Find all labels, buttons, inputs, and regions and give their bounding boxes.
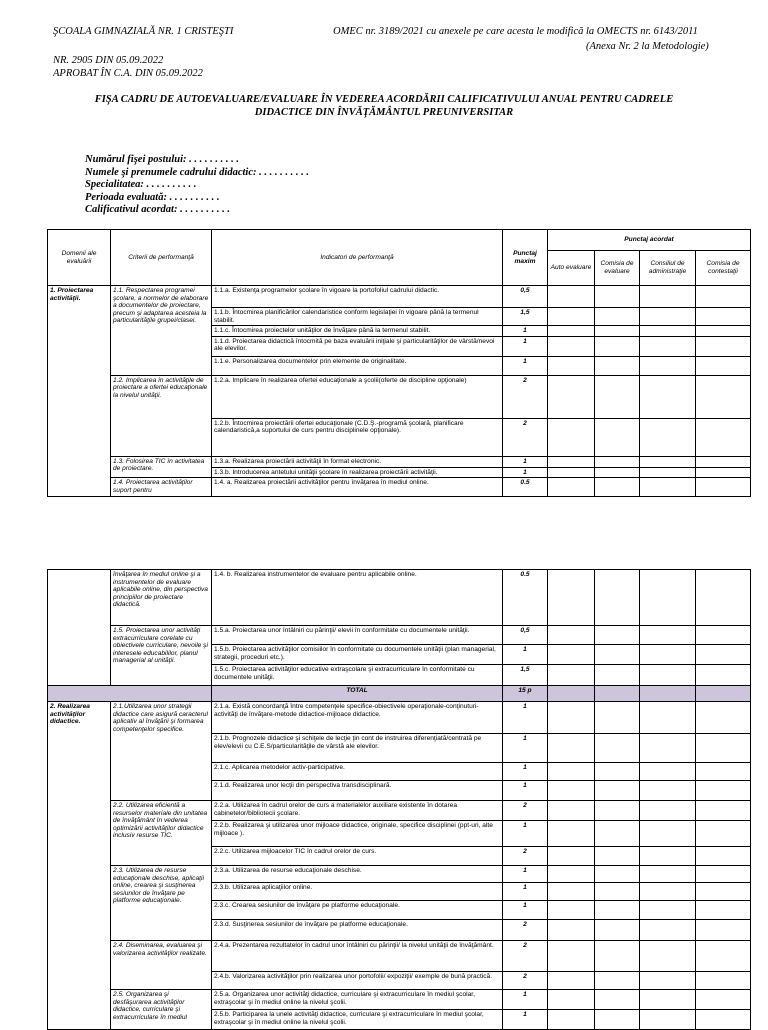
board-score-cell[interactable] xyxy=(640,336,696,356)
board-score-cell[interactable] xyxy=(640,821,696,847)
max-points-cell: 1 xyxy=(503,763,548,781)
board-score-cell[interactable] xyxy=(640,781,696,801)
criterion-cell: 2.3. Utilizarea de resurse educaţionale deschise, aplicaţii online, crearea şi susţinerea sesiunilor de învăţare pe platforme educaţionale. xyxy=(111,866,212,941)
table-row xyxy=(48,456,751,467)
committee-score-cell[interactable] xyxy=(595,326,640,337)
identification-fields xyxy=(85,154,309,217)
table-row xyxy=(48,626,751,645)
criterion-cell: învăţarea în mediul online şi a instrumentelor de evaluare aplicabile online, din perspectiva principiilor de proiectare didactică. xyxy=(111,570,212,626)
self-evaluation-cell[interactable] xyxy=(548,356,595,375)
board-score-cell[interactable] xyxy=(640,941,696,972)
self-evaluation-cell[interactable] xyxy=(548,308,595,326)
appeal-score-cell[interactable] xyxy=(696,801,751,821)
indicator-cell: 1.2.a. Implicare în realizarea ofertei educaţionale a şcolii(oferte de discipline opţionale) xyxy=(212,375,503,418)
indicator-cell: 1.3.a. Realizarea proiectării activităţii în format electronic. xyxy=(212,456,503,467)
indicator-cell: 1.1.a. Existenţa programelor şcolare în vigoare la portofoliul cadrului didactic. xyxy=(212,286,503,308)
indicator-cell: 2.5.a. Organizarea unor activităţi didactice, curriculare şi extracurriculare în mediul şcolar, extraşcolar şi în mediul online la nivelul şcolii. xyxy=(212,990,503,1010)
approval-line: APROBAT ÎN C.A. DIN 05.09.2022 xyxy=(53,68,203,79)
total-label: TOTAL xyxy=(212,686,503,702)
max-points-cell: 2 xyxy=(503,801,548,821)
appeal-score-cell[interactable] xyxy=(696,418,751,456)
committee-score-cell[interactable] xyxy=(595,734,640,763)
board-score-cell[interactable] xyxy=(640,418,696,456)
total-points: 15 p xyxy=(503,686,548,702)
appeal-score-cell[interactable] xyxy=(696,286,751,308)
committee-score-cell[interactable] xyxy=(595,570,640,626)
board-score-cell[interactable] xyxy=(640,467,696,478)
self-evaluation-cell[interactable] xyxy=(548,763,595,781)
total-row xyxy=(48,686,751,702)
field-period[interactable]: Perioada evaluată: . . . . . . . . . . xyxy=(85,191,220,203)
col-indicators: Indicatori de performanţă xyxy=(212,230,503,286)
committee-score-cell[interactable] xyxy=(595,286,640,308)
board-score-cell[interactable] xyxy=(640,847,696,866)
max-points-cell: 1 xyxy=(503,866,548,883)
board-score-cell[interactable] xyxy=(640,1010,696,1030)
committee-score-cell[interactable] xyxy=(595,456,640,467)
indicator-cell: 2.3.a. Utilizarea de resurse educaţionale deschise. xyxy=(212,866,503,883)
board-score-cell[interactable] xyxy=(640,866,696,883)
score-cell[interactable] xyxy=(696,686,751,702)
self-evaluation-cell[interactable] xyxy=(548,418,595,456)
committee-score-cell[interactable] xyxy=(595,702,640,734)
indicator-cell: 2.4.b. Valorizarea activităţilor prin realizarea unor portofolii/ expoziţii/ exemple de bună practică. xyxy=(212,972,503,990)
self-evaluation-cell[interactable] xyxy=(548,645,595,665)
domain-cell xyxy=(48,570,111,686)
self-evaluation-cell[interactable] xyxy=(548,734,595,763)
self-evaluation-cell[interactable] xyxy=(548,1010,595,1030)
col-max-points: Punctaj maxim xyxy=(503,230,548,286)
board-score-cell[interactable] xyxy=(640,702,696,734)
committee-score-cell[interactable] xyxy=(595,418,640,456)
committee-score-cell[interactable] xyxy=(595,308,640,326)
indicator-cell: 2.2.a. Utilizarea în cadrul orelor de curs a materialelor auxiliare existente în dotarea cabinetelor/bibliotecii şcolare. xyxy=(212,801,503,821)
indicator-cell: 1.5.c. Proiectarea activităţilor educative extraşcolare şi extracurriculare în conformitate cu documentele unităţii. xyxy=(212,665,503,686)
self-evaluation-cell[interactable] xyxy=(548,821,595,847)
self-evaluation-cell[interactable] xyxy=(548,326,595,337)
criterion-cell: 2.2. Utilizarea eficientă a resurselor materiale din unitatea de învăţământ în vederea optimizării activităţilor didactice inclusiv resurse TIC. xyxy=(111,801,212,866)
col-board: Consiliul de administraţie xyxy=(640,251,696,286)
board-score-cell[interactable] xyxy=(640,920,696,941)
self-evaluation-cell[interactable] xyxy=(548,901,595,920)
max-points-cell: 1 xyxy=(503,990,548,1010)
criterion-cell: 1.4. Proiectarea activităţilor suport pentru xyxy=(111,478,212,496)
appeal-score-cell[interactable] xyxy=(696,702,751,734)
appeal-score-cell[interactable] xyxy=(696,467,751,478)
appeal-score-cell[interactable] xyxy=(696,665,751,686)
self-evaluation-cell[interactable] xyxy=(548,456,595,467)
max-points-cell: 1 xyxy=(503,702,548,734)
indicator-cell: 2.1.b. Prognozele didactice şi schiţele de lecţie ţin cont de instruirea diferenţiată/centrată pe elev/elevii cu C.E.S/particularităţile de vârstă ale elevilor. xyxy=(212,734,503,763)
table-row xyxy=(48,866,751,883)
appeal-score-cell[interactable] xyxy=(696,570,751,626)
appeal-score-cell[interactable] xyxy=(696,763,751,781)
indicator-cell: 1.1.b. Întocmirea planificărilor calendaristice conform legislaţiei în vigoare până la termenul stabilit. xyxy=(212,308,503,326)
indicator-cell: 1.2.b. Întocmirea proiectării ofertei educaţionale (C.D.Ş.-programă şcolară, planificare calendaristică,a suportului de curs pentru disciplinele opţionale). xyxy=(212,418,503,456)
appeal-score-cell[interactable] xyxy=(696,901,751,920)
appeal-score-cell[interactable] xyxy=(696,308,751,326)
score-cell[interactable] xyxy=(548,686,595,702)
criterion-cell: 2.4. Diseminarea, evaluarea şi valorizarea activităţilor realizate. xyxy=(111,941,212,990)
appeal-score-cell[interactable] xyxy=(696,781,751,801)
committee-score-cell[interactable] xyxy=(595,866,640,883)
committee-score-cell[interactable] xyxy=(595,901,640,920)
appeal-score-cell[interactable] xyxy=(696,990,751,1010)
max-points-cell: 1 xyxy=(503,456,548,467)
criterion-cell: 1.5. Proiectarea unor activităţi extracurriculare corelate cu obiectivele curriculare, nevoile şi interesele educabililor, planul managerial al unităţii. xyxy=(111,626,212,686)
board-score-cell[interactable] xyxy=(640,801,696,821)
max-points-cell: 2 xyxy=(503,920,548,941)
committee-score-cell[interactable] xyxy=(595,467,640,478)
indicator-cell: 2.1.c. Aplicarea metodelor activ-participative. xyxy=(212,763,503,781)
appeal-score-cell[interactable] xyxy=(696,456,751,467)
document-title-line2: DIDACTICE DIN ÎNVĂŢĂMÂNTUL PREUNIVERSITAR xyxy=(254,107,514,118)
max-points-cell: 1 xyxy=(503,1010,548,1030)
committee-score-cell[interactable] xyxy=(595,883,640,901)
table-row xyxy=(48,941,751,972)
self-evaluation-cell[interactable] xyxy=(548,866,595,883)
score-cell[interactable] xyxy=(595,686,640,702)
self-evaluation-cell[interactable] xyxy=(548,801,595,821)
board-score-cell[interactable] xyxy=(640,901,696,920)
appeal-score-cell[interactable] xyxy=(696,866,751,883)
board-score-cell[interactable] xyxy=(640,478,696,496)
self-evaluation-cell[interactable] xyxy=(548,626,595,645)
committee-score-cell[interactable] xyxy=(595,356,640,375)
appeal-score-cell[interactable] xyxy=(696,626,751,645)
indicator-cell: 2.3.c. Crearea sesiunilor de învăţare pe platforme educaţionale. xyxy=(212,901,503,920)
appeal-score-cell[interactable] xyxy=(696,734,751,763)
committee-score-cell[interactable] xyxy=(595,990,640,1010)
self-evaluation-cell[interactable] xyxy=(548,665,595,686)
indicator-cell: 2.3.b. Utilizarea aplicaţiilor online. xyxy=(212,883,503,901)
max-points-cell: 1 xyxy=(503,821,548,847)
committee-score-cell[interactable] xyxy=(595,375,640,418)
board-score-cell[interactable] xyxy=(640,308,696,326)
registration-number: NR. 2905 DIN 05.09.2022 xyxy=(53,55,164,66)
indicator-cell: 2.1.d. Realizarea unor lecţii din perspectiva transdisciplinară. xyxy=(212,781,503,801)
indicator-cell: 2.5.b. Participarea la unele activităţi didactice, curriculare şi extracurriculare în mediul şcolar, extraşcolar şi în mediul online la nivelul şcolii. xyxy=(212,1010,503,1030)
max-points-cell: 0.5 xyxy=(503,570,548,626)
appeal-score-cell[interactable] xyxy=(696,920,751,941)
max-points-cell: 1 xyxy=(503,326,548,337)
board-score-cell[interactable] xyxy=(640,763,696,781)
self-evaluation-cell[interactable] xyxy=(548,702,595,734)
total-spacer xyxy=(48,686,212,702)
max-points-cell: 1 xyxy=(503,781,548,801)
board-score-cell[interactable] xyxy=(640,570,696,626)
board-score-cell[interactable] xyxy=(640,734,696,763)
max-points-cell: 1 xyxy=(503,734,548,763)
self-evaluation-cell[interactable] xyxy=(548,336,595,356)
appeal-score-cell[interactable] xyxy=(696,336,751,356)
board-score-cell[interactable] xyxy=(640,326,696,337)
committee-score-cell[interactable] xyxy=(595,1010,640,1030)
board-score-cell[interactable] xyxy=(640,883,696,901)
domain-cell: 2. Realizarea activităţilor didactice. xyxy=(48,702,111,1030)
self-evaluation-cell[interactable] xyxy=(548,286,595,308)
committee-score-cell[interactable] xyxy=(595,847,640,866)
domain-cell: 1. Proiectarea activităţii. xyxy=(48,286,111,497)
appeal-score-cell[interactable] xyxy=(696,847,751,866)
table-row xyxy=(48,478,751,496)
committee-score-cell[interactable] xyxy=(595,821,640,847)
indicator-cell: 2.2.c. Utilizarea mijloacelor TIC în cadrul orelor de curs. xyxy=(212,847,503,866)
appeal-score-cell[interactable] xyxy=(696,1010,751,1030)
self-evaluation-cell[interactable] xyxy=(548,570,595,626)
field-rating[interactable]: Calificativul acordat: . . . . . . . . . . xyxy=(85,204,230,215)
criterion-cell: 1.2. Implicarea în activităţile de proiectare a ofertei educaţionale la nivelul unităţii. xyxy=(111,375,212,456)
indicator-cell: 2.4.a. Prezentarea rezultatelor în cadrul unor întâlniri cu părinţii/ la nivelul unităţii de învăţământ. xyxy=(212,941,503,972)
indicator-cell: 1.1.d. Proiectarea didactică întocmită pe baza evaluării iniţiale şi particularităţilor de vârstă/nevoi ale elevilor. xyxy=(212,336,503,356)
table-row xyxy=(48,801,751,821)
max-points-cell: 1 xyxy=(503,467,548,478)
appeal-score-cell[interactable] xyxy=(696,941,751,972)
appeal-score-cell[interactable] xyxy=(696,645,751,665)
indicator-cell: 1.3.b. Introducerea antetului unităţii şcolare în realizarea proiectării activităţii. xyxy=(212,467,503,478)
col-criteria: Criterii de performanţă xyxy=(111,230,212,286)
criterion-cell: 1.3. Folosirea TIC în activitatea de proiectare. xyxy=(111,456,212,478)
max-points-cell: 1 xyxy=(503,356,548,375)
board-score-cell[interactable] xyxy=(640,286,696,308)
self-evaluation-cell[interactable] xyxy=(548,375,595,418)
indicator-cell: 1.1.c. Întocmirea proiectelor unităţilor de învăţare până la termenul stabilit. xyxy=(212,326,503,337)
committee-score-cell[interactable] xyxy=(595,665,640,686)
board-score-cell[interactable] xyxy=(640,626,696,645)
max-points-cell: 1 xyxy=(503,883,548,901)
indicator-cell: 2.2.b. Realizarea şi utilizarea unor mijloace didactice, originale, specifice disciplinei (ppt-uri, alte mijloace ). xyxy=(212,821,503,847)
appeal-score-cell[interactable] xyxy=(696,478,751,496)
max-points-cell: 2 xyxy=(503,375,548,418)
criterion-cell: 2.1.Utilizarea unor strategii didactice care asigură caracterul aplicativ al învăţării şi formarea competenţelor specifice. xyxy=(111,702,212,801)
indicator-cell: 1.4. a. Realizarea proiectării activităţilor pentru învăţarea în mediul online. xyxy=(212,478,503,496)
criterion-cell: 2.5. Organizarea şi desfăşurarea activităţilor didactice, curriculare şi extracurriculare în mediul xyxy=(111,990,212,1030)
max-points-cell: 0.5 xyxy=(503,478,548,496)
board-score-cell[interactable] xyxy=(640,990,696,1010)
max-points-cell: 2 xyxy=(503,847,548,866)
committee-score-cell[interactable] xyxy=(595,941,640,972)
committee-score-cell[interactable] xyxy=(595,781,640,801)
criterion-cell: 1.1. Respectarea programei şcolare, a normelor de elaborare a documentelor de proiectare, precum şi adaptarea acesteia la particularităţile grupei/clasei. xyxy=(111,286,212,376)
self-evaluation-cell[interactable] xyxy=(548,467,595,478)
committee-score-cell[interactable] xyxy=(595,763,640,781)
board-score-cell[interactable] xyxy=(640,645,696,665)
self-evaluation-cell[interactable] xyxy=(548,847,595,866)
max-points-cell: 2 xyxy=(503,941,548,972)
indicator-cell: 1.4. b. Realizarea instrumentelor de evaluare pentru aplicabile online. xyxy=(212,570,503,626)
table-row xyxy=(48,990,751,1010)
appeal-score-cell[interactable] xyxy=(696,883,751,901)
col-evaluation-committee: Comisia de evaluare xyxy=(595,251,640,286)
committee-score-cell[interactable] xyxy=(595,645,640,665)
appeal-score-cell[interactable] xyxy=(696,972,751,990)
max-points-cell: 1 xyxy=(503,645,548,665)
indicator-cell: 2.3.d. Susţinerea sesiunilor de învăţare pe platforme educaţionale. xyxy=(212,920,503,941)
max-points-cell: 1,5 xyxy=(503,665,548,686)
col-domains: Domenii ale evaluării xyxy=(48,230,111,286)
col-appeals: Comisia de contestaţii xyxy=(696,251,751,286)
evaluation-table-part1 xyxy=(47,229,751,497)
indicator-cell: 2.1.a. Există concordanţă între competenţele specifice-obiectivele operaţionale-conţinuturi-activităţi de învăţare-metode didactice-mijloace didactice. xyxy=(212,702,503,734)
max-points-cell: 0,5 xyxy=(503,626,548,645)
committee-score-cell[interactable] xyxy=(595,972,640,990)
indicator-cell: 1.1.e. Personalizarea documentelor prin elemente de originalitate. xyxy=(212,356,503,375)
max-points-cell: 1 xyxy=(503,336,548,356)
score-cell[interactable] xyxy=(640,686,696,702)
appeal-score-cell[interactable] xyxy=(696,356,751,375)
self-evaluation-cell[interactable] xyxy=(548,920,595,941)
appeal-score-cell[interactable] xyxy=(696,821,751,847)
self-evaluation-cell[interactable] xyxy=(548,781,595,801)
self-evaluation-cell[interactable] xyxy=(548,478,595,496)
committee-score-cell[interactable] xyxy=(595,478,640,496)
annex-reference: (Anexa Nr. 2 la Metodologie) xyxy=(586,41,709,52)
appeal-score-cell[interactable] xyxy=(696,326,751,337)
self-evaluation-cell[interactable] xyxy=(548,883,595,901)
committee-score-cell[interactable] xyxy=(595,626,640,645)
evaluation-table-part2 xyxy=(47,569,751,1030)
table-row xyxy=(48,286,751,308)
max-points-cell: 2 xyxy=(503,972,548,990)
board-score-cell[interactable] xyxy=(640,356,696,375)
omec-reference: OMEC nr. 3189/2021 cu anexele pe care acesta le modifică la OMECTS nr. 6143/2011 xyxy=(333,26,698,37)
document-title: FIŞA CADRU DE AUTOEVALUARE/EVALUARE ÎN VEDEREA ACORDĂRII CALIFICATIVULUI ANUAL PENTRU CADRELE xyxy=(94,94,674,105)
max-points-cell: 1 xyxy=(503,901,548,920)
indicator-cell: 1.5.a. Proiectarea unor întâlniri cu părinţii/ elevii în conformitate cu documentele unităţii. xyxy=(212,626,503,645)
appeal-score-cell[interactable] xyxy=(696,375,751,418)
board-score-cell[interactable] xyxy=(640,972,696,990)
committee-score-cell[interactable] xyxy=(595,336,640,356)
max-points-cell: 2 xyxy=(503,418,548,456)
max-points-cell: 0,5 xyxy=(503,286,548,308)
school-name: ŞCOALA GIMNAZIALĂ NR. 1 CRISTEŞTI xyxy=(53,26,234,37)
self-evaluation-cell[interactable] xyxy=(548,990,595,1010)
field-teacher-name[interactable]: Numele şi prenumele cadrului didactic: . . . . . . . . . . xyxy=(85,166,309,178)
field-job-sheet[interactable]: Numărul fişei postului: . . . . . . . . . . xyxy=(85,154,240,165)
board-score-cell[interactable] xyxy=(640,665,696,686)
self-evaluation-cell[interactable] xyxy=(548,972,595,990)
board-score-cell[interactable] xyxy=(640,375,696,418)
field-specialty[interactable]: Specialitatea: . . . . . . . . . . xyxy=(85,179,197,190)
max-points-cell: 1,5 xyxy=(503,308,548,326)
col-self-evaluation: Auto evaluare xyxy=(548,251,595,286)
indicator-cell: 1.5.b. Proiectarea activităţilor comisiilor în conformitate cu documentele unităţii (plan managerial, strategii, proceduri etc.). xyxy=(212,645,503,665)
table-row xyxy=(48,570,751,626)
col-awarded-points: Punctaj acordat xyxy=(548,230,751,251)
table-row xyxy=(48,702,751,734)
committee-score-cell[interactable] xyxy=(595,801,640,821)
self-evaluation-cell[interactable] xyxy=(548,941,595,972)
committee-score-cell[interactable] xyxy=(595,920,640,941)
board-score-cell[interactable] xyxy=(640,456,696,467)
table-row xyxy=(48,375,751,418)
